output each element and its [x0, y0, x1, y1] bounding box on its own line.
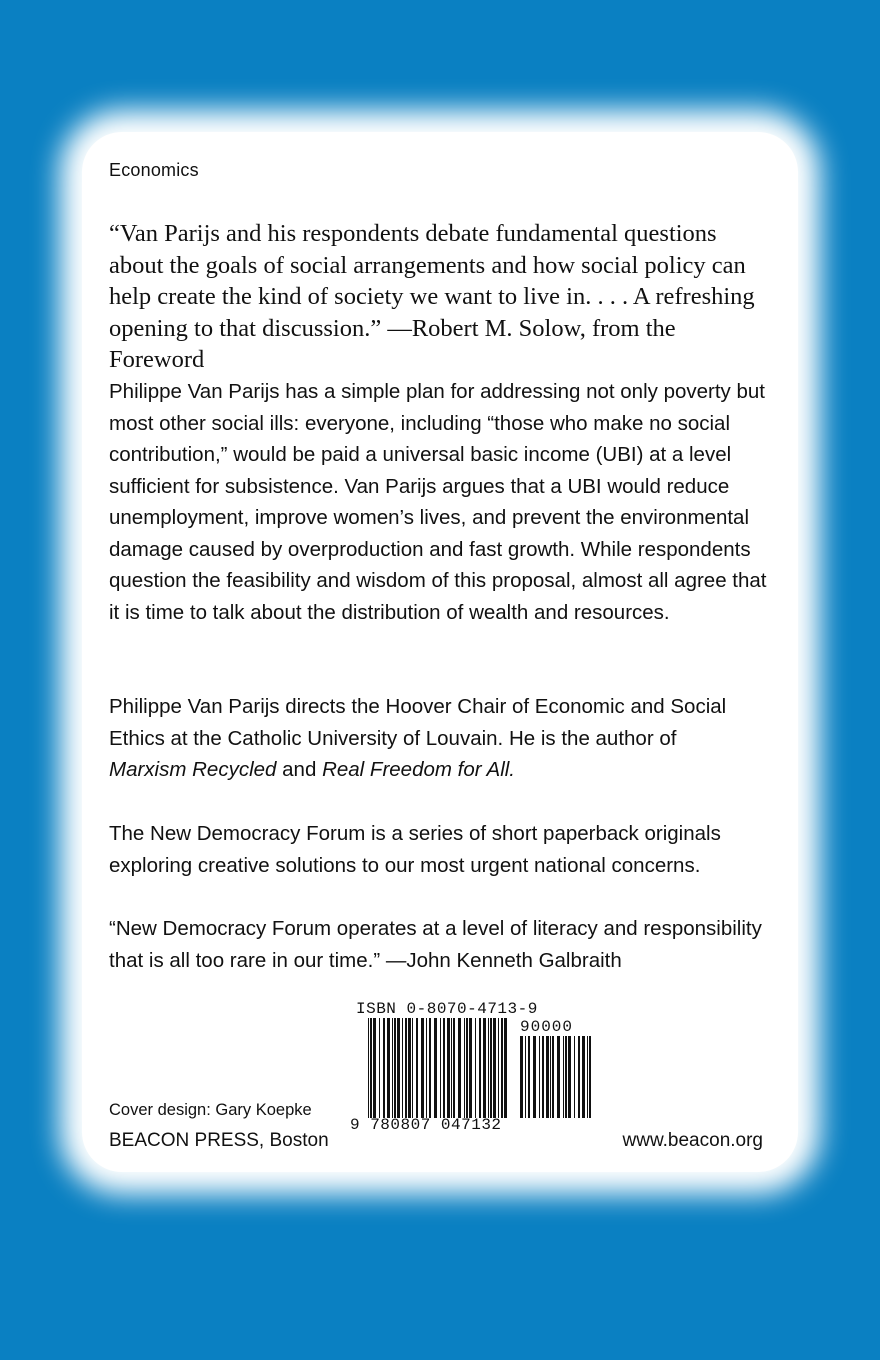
barcode — [350, 1000, 600, 1140]
barcode-bar — [373, 1018, 376, 1118]
publisher-website: www.beacon.org — [622, 1130, 763, 1151]
barcode-bar — [504, 1018, 507, 1118]
barcode-bar — [493, 1018, 496, 1118]
barcode-bar — [466, 1018, 468, 1118]
barcode-bar — [416, 1018, 418, 1118]
barcode-bar — [498, 1018, 499, 1118]
barcode-bar — [426, 1018, 427, 1118]
barcode-bar — [397, 1018, 400, 1118]
barcode-bar — [475, 1018, 476, 1118]
barcode-bar — [405, 1018, 407, 1118]
barcode-bar — [552, 1036, 554, 1118]
barcode-bar — [402, 1018, 403, 1118]
barcode-bar — [464, 1018, 465, 1118]
isbn-label: ISBN 0-8070-4713-9 — [356, 1000, 538, 1018]
barcode-bar — [412, 1018, 413, 1118]
barcode-bar — [453, 1018, 455, 1118]
barcode-bar — [490, 1018, 492, 1118]
barcode-bar — [587, 1036, 588, 1118]
cover-design-credit: Cover design: Gary Koepke — [109, 1101, 312, 1119]
barcode-bar — [392, 1018, 393, 1118]
barcode-bar — [469, 1018, 472, 1118]
barcode-bar — [542, 1036, 544, 1118]
barcode-bar — [525, 1036, 526, 1118]
barcode-bar — [488, 1018, 489, 1118]
book-title-marxism-recycled: Marxism Recycled — [109, 758, 277, 781]
barcode-bar — [458, 1018, 461, 1118]
barcode-bar — [520, 1036, 523, 1118]
series-description: The New Democracy Forum is a series of short paperback originals exploring creative solutions to our most urgent national concerns. — [109, 822, 721, 877]
series-quote: “New Democracy Forum operates at a level of literacy and responsibility that is all too rare in our time.” —John Kenneth Galbraith — [109, 917, 762, 972]
barcode-bar — [565, 1036, 567, 1118]
barcode-bar — [434, 1018, 437, 1118]
author-bio — [109, 691, 774, 786]
barcode-ean-number: 9 780807 047132 — [350, 1116, 502, 1134]
barcode-bar — [550, 1036, 551, 1118]
barcode-bar — [533, 1036, 536, 1118]
barcode-bar — [483, 1018, 486, 1118]
category-label: Economics — [109, 160, 199, 180]
barcode-bar — [557, 1036, 560, 1118]
barcode-bar — [479, 1018, 481, 1118]
barcode-addon-number: 90000 — [520, 1018, 574, 1036]
barcode-bar — [370, 1018, 372, 1118]
barcode-bar — [501, 1018, 503, 1118]
barcode-bar — [443, 1018, 445, 1118]
barcode-bar — [387, 1018, 390, 1118]
barcode-bar — [578, 1036, 580, 1118]
book-description: Philippe Van Parijs has a simple plan for addressing not only poverty but most other social ills: everyone, including “those who make no social contribution,” would be paid a universal basic income (UBI) at a level sufficient for subsistence. Van Parijs argues that a UBI would reduce unemployment, improve women’s lives, and prevent the environmental damage caused by overproduction and fast growth. While respondents question the feasibility and wisdom of this proposal, almost all agree that it is time to talk about the distribution of wealth and resources. — [109, 380, 767, 624]
barcode-bar — [539, 1036, 540, 1118]
book-title-real-freedom: Real Freedom for All. — [322, 758, 515, 781]
barcode-bar — [563, 1036, 564, 1118]
barcode-bar — [528, 1036, 530, 1118]
author-bio-text: Philippe Van Parijs directs the Hoover Chair of Economic and Social Ethics at the Catholic University of Louvain. He is the author of — [109, 695, 727, 750]
barcode-bar — [368, 1018, 369, 1118]
barcode-bar — [568, 1036, 571, 1118]
barcode-bar — [408, 1018, 411, 1118]
publisher-name: BEACON PRESS, Boston — [109, 1130, 329, 1151]
barcode-bar — [589, 1036, 591, 1118]
barcode-bar — [546, 1036, 549, 1118]
barcode-bar — [440, 1018, 441, 1118]
barcode-bar — [421, 1018, 424, 1118]
barcode-bar — [383, 1018, 385, 1118]
barcode-bar — [447, 1018, 450, 1118]
barcode-bar — [379, 1018, 380, 1118]
barcode-bar — [451, 1018, 452, 1118]
barcode-bar — [582, 1036, 585, 1118]
blurb-quote: “Van Parijs and his respondents debate fundamental questions about the goals of social arrangements and how social policy can help create the kind of society we want to live in. . . . A refreshing opening to that discussion.” —Robert M. Solow, from the Foreword — [109, 220, 755, 373]
barcode-bar — [429, 1018, 431, 1118]
author-bio-joiner: and — [282, 758, 317, 781]
barcode-bar — [574, 1036, 575, 1118]
barcode-bar — [394, 1018, 396, 1118]
